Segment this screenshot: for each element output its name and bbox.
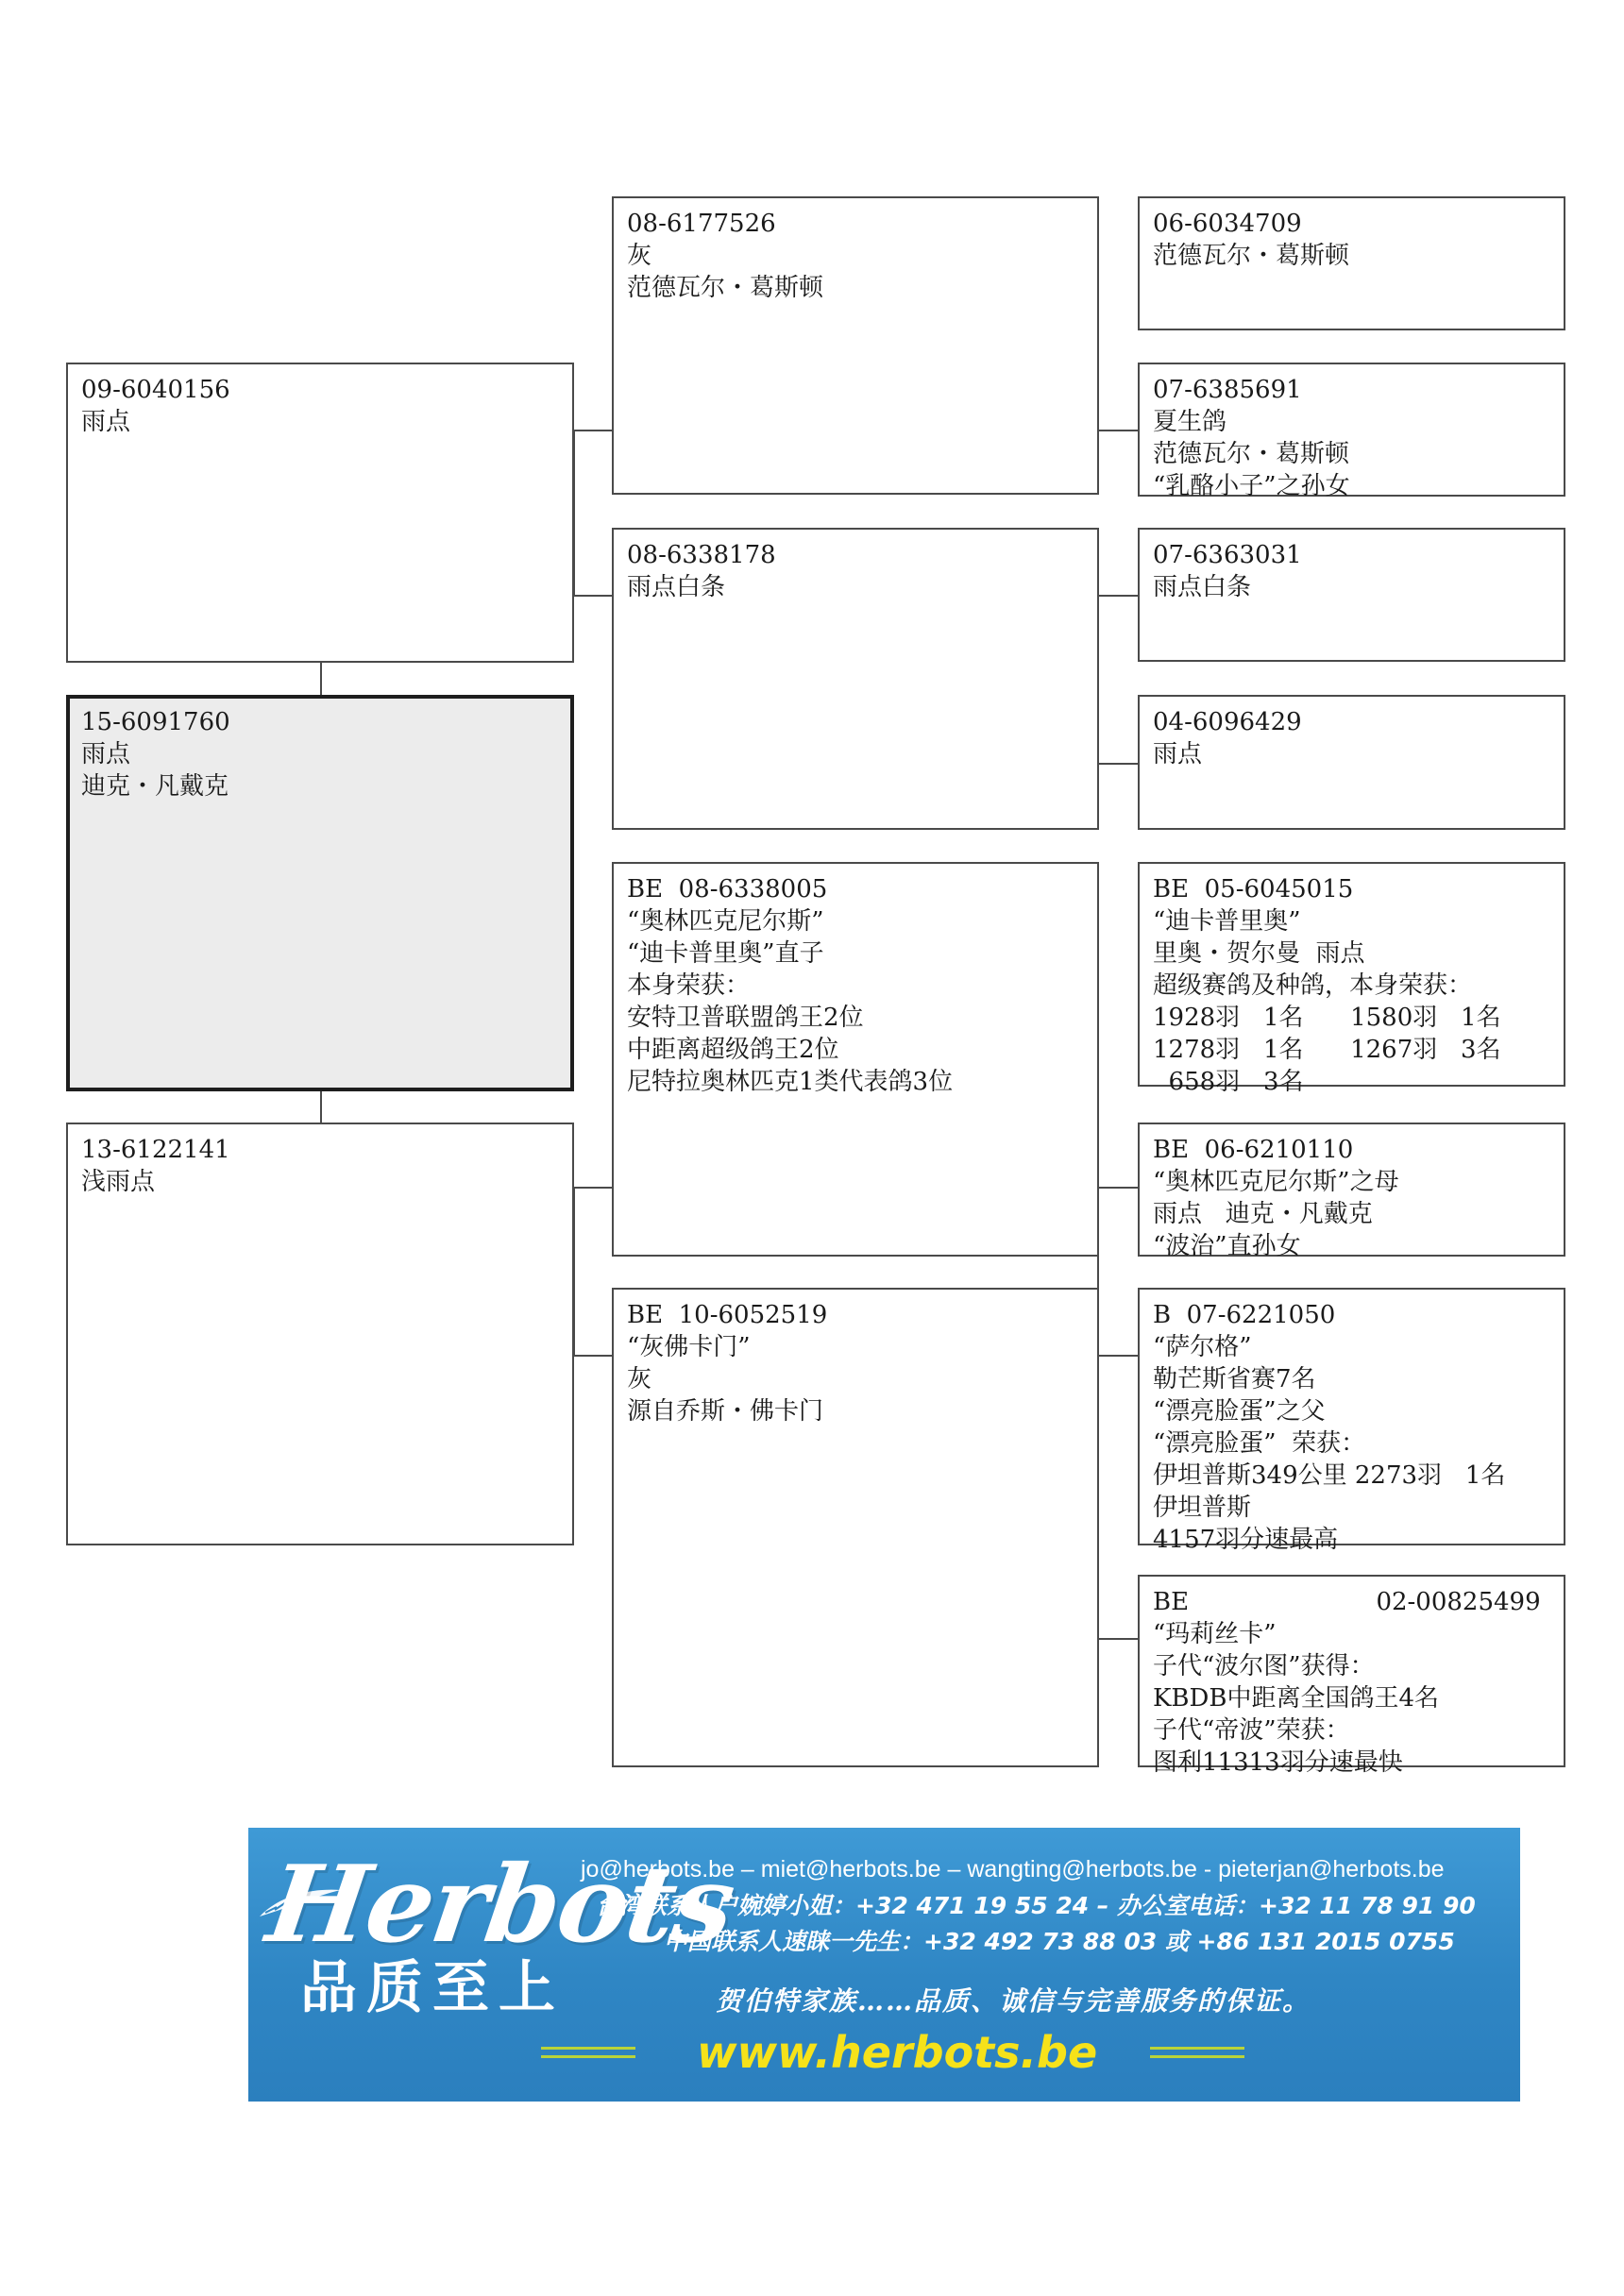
connector [573,430,613,431]
info-line: 安特卫普联盟鸽王2位 [627,1004,864,1032]
ring-number: 15-6091760 [81,708,230,736]
decor-line-right [1150,2047,1244,2058]
connector [1097,430,1139,431]
ring-number: 08-6338178 [627,541,776,569]
dd-dam-card [1138,1575,1565,1777]
connector [1097,1187,1139,1189]
website-url: www.herbots.be [697,2027,1098,2078]
info-line: 雨点白条 [627,573,726,601]
ring-number: BE 06-6210110 [1153,1136,1354,1164]
color-text: 浅雨点 [81,1168,156,1196]
info-line: “萨尔格” [1153,1333,1252,1361]
result-line: 伊坦普斯 [1153,1494,1252,1522]
subject-card [66,695,574,1091]
info-line: 图利11313羽分速最快 [1153,1748,1403,1777]
sd-sire-card [1138,528,1565,662]
info-line: “奥林匹克尼尔斯” [627,907,824,936]
slogan-text: 品质至上 [300,1955,565,2021]
info-line: 勒芒斯省赛7名 [1153,1365,1316,1393]
result-line: 4157羽分速最高 [1153,1526,1339,1554]
info-line: 范德瓦尔・葛斯顿 [1153,440,1350,468]
ring-number: B 07-6221050 [1153,1301,1336,1329]
tagline-text: 贺伯特家族……品质、诚信与完善服务的保证。 [716,1985,1311,2017]
info-line: 本身荣获： [627,971,751,1000]
breeder-text: 迪克・凡戴克 [81,772,229,801]
contact-china: 中国联系人速睐一先生：+32 492 73 88 03 或 +86 131 2015 0755 [664,1928,1455,1955]
sire-dam-card [612,528,1099,830]
info-line: “迪卡普里奥”直子 [627,939,824,968]
connector [1097,763,1139,765]
decor-line-left [541,2047,635,2058]
info-line: “奥林匹克尼尔斯”之母 [1153,1168,1399,1196]
sire-card [66,363,574,663]
info-line: 范德瓦尔・葛斯顿 [1153,242,1350,270]
info-line: “漂亮脸蛋”之父 [1153,1397,1326,1426]
info-line: KBDB中距离全国鸽王4名 [1153,1684,1440,1713]
dam-card [66,1123,574,1545]
result-line: 1278羽 1名 1267羽 3名 [1153,1036,1501,1064]
ds-sire-card [1138,862,1565,1096]
ring-number: 08-6177526 [627,210,776,238]
ds-dam-card [1138,1123,1565,1260]
info-line: 里奥・贺尔曼 雨点 [1153,939,1365,968]
ring-number: BE 08-6338005 [627,875,828,903]
info-line: 雨点白条 [1153,573,1252,601]
result-line: 658羽 3名 [1153,1068,1304,1096]
dd-sire-card [1138,1288,1565,1554]
info-line: 范德瓦尔・葛斯顿 [627,274,824,302]
ring-number: BE 10-6052519 [627,1301,828,1329]
result-line: 1928羽 1名 1580羽 1名 [1153,1004,1501,1032]
ring-number: 13-6122141 [81,1136,230,1164]
info-line: 中距离超级鸽王2位 [627,1036,839,1064]
ss-sire-card [1138,196,1565,330]
info-line: 灰 [627,1365,652,1393]
info-line: 尼特拉奥林匹克1类代表鸽3位 [627,1068,954,1096]
color-text: 雨点 [81,740,131,768]
dam-dam-card [612,1288,1099,1767]
connector [1097,1638,1139,1640]
dam-sire-card [612,862,1099,1257]
ring-number: 04-6096429 [1153,708,1302,736]
info-line: “灰佛卡门” [627,1333,751,1361]
info-line: 源自乔斯・佛卡门 [627,1397,824,1426]
ring-number: 07-6385691 [1153,376,1302,404]
info-line: 子代“帝波”荣获： [1153,1716,1350,1745]
connector [573,1187,613,1189]
herbots-banner [248,1828,1520,2102]
connector [573,595,613,597]
sire-sire-card [612,196,1099,495]
ss-dam-card [1138,363,1565,500]
color-text: 雨点 [81,408,131,436]
info-line: “迪卡普里奥” [1153,907,1301,936]
connector [1097,595,1139,597]
result-line: 伊坦普斯349公里 2273羽 1名 [1153,1461,1506,1490]
ring-number: 06-6034709 [1153,210,1302,238]
herbots-logo: Herbots [260,1843,741,1967]
info-line: “玛莉丝卡” [1153,1620,1277,1648]
info-line: 雨点 迪克・凡戴克 [1153,1200,1373,1228]
info-line: “漂亮脸蛋” 荣获： [1153,1429,1366,1458]
info-line: 超级赛鸽及种鸽，本身荣获： [1153,971,1473,1000]
ring-number: BE 05-6045015 [1153,875,1354,903]
contact-taiwan: 台湾联系人户婉婷小姐：+32 471 19 55 24 – 办公室电话：+32 11 78 91 90 [596,1892,1476,1919]
ring-number: 07-6363031 [1153,541,1302,569]
ring-number: BE 02-00825499 [1153,1588,1541,1616]
info-line: 灰 [627,242,652,270]
connector [320,662,322,696]
info-line: 夏生鸽 [1153,408,1227,436]
info-line: “波治”直孙女 [1153,1232,1301,1260]
info-line: 雨点 [1153,740,1203,768]
connector [573,1355,613,1357]
info-line: “乳酪小子”之孙女 [1153,472,1350,500]
info-line: 子代“波尔图”获得： [1153,1652,1375,1680]
connector [1097,1355,1139,1357]
email-list: jo@herbots.be – miet@herbots.be – wangting@herbots.be - pieterjan@herbots.be [581,1856,1445,1882]
ring-number: 09-6040156 [81,376,230,404]
sd-dam-card [1138,695,1565,830]
connector [320,1089,322,1123]
